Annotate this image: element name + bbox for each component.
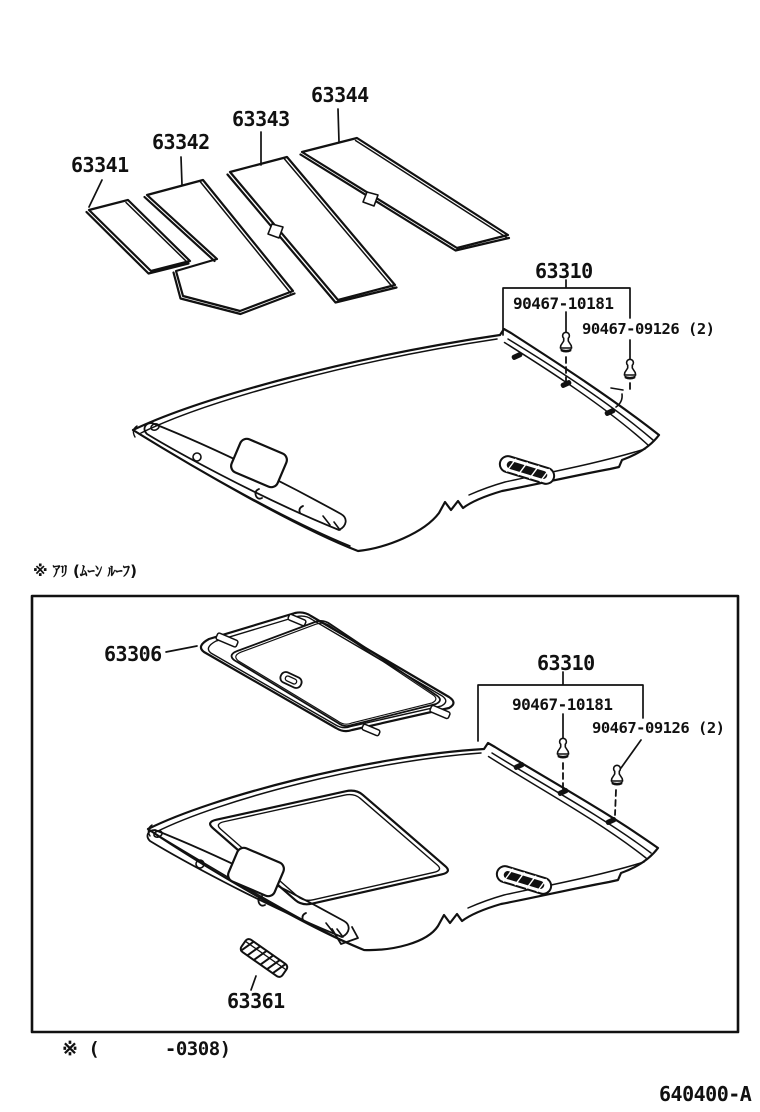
clip-side-label-standard: 90467-09126 (2) (582, 320, 715, 338)
garnish-label: 63361 (227, 989, 285, 1013)
garnish-strip (239, 938, 289, 990)
sunshade-label: 63306 (104, 642, 162, 666)
clip-icon (611, 765, 623, 785)
moonroof-note: ※ ｱﾘ (ﾑｰﾝ ﾙｰﾌ) (33, 562, 137, 580)
insulator-pad4-label: 63344 (311, 83, 369, 107)
clip-side-label-moonroof: 90467-09126 (2) (592, 719, 725, 737)
clip-center-label-standard: 90467-10181 (513, 294, 614, 313)
insulator-pad1-label: 63341 (71, 153, 129, 177)
clip-icon (624, 359, 636, 379)
insulator-pad3-label: 63343 (232, 107, 290, 131)
applicability-note: ※ ( -0308) (62, 1038, 231, 1060)
insulator-pads (87, 109, 510, 314)
figure-code: 640400-A (659, 1082, 752, 1106)
clip-icon (560, 332, 572, 352)
insulator-pad2-label: 63342 (152, 130, 210, 154)
clip-center-label-moonroof: 90467-10181 (512, 695, 613, 714)
headlining-moonroof (148, 743, 658, 950)
clip-icon (557, 738, 569, 758)
headlining-label-standard: 63310 (535, 259, 593, 283)
headlining-standard (133, 329, 659, 551)
headlining-label-moonroof: 63310 (537, 651, 595, 675)
sunshade (166, 612, 454, 736)
